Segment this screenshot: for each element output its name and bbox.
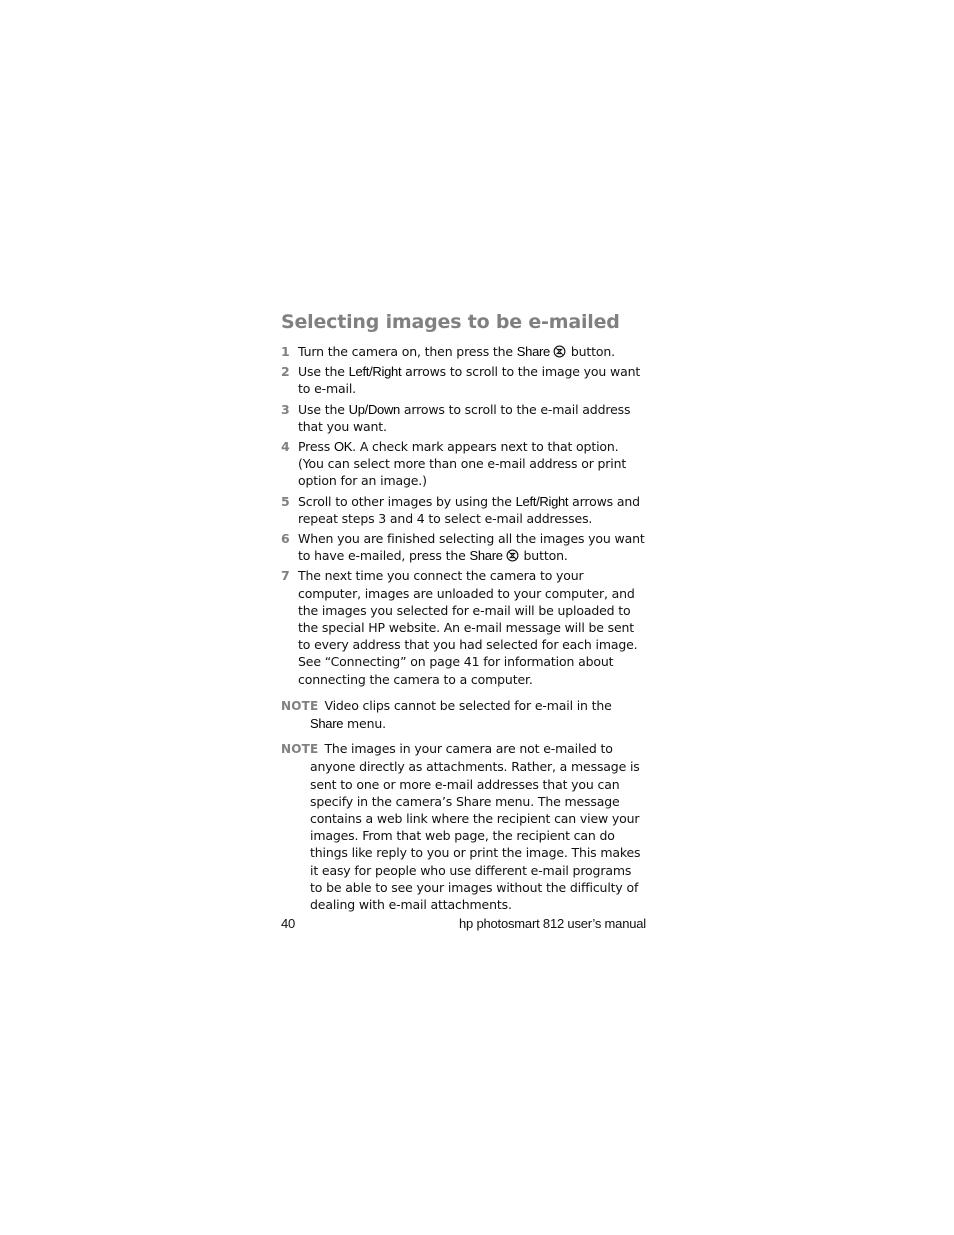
step-number: 7	[281, 568, 290, 584]
step-item	[281, 493, 646, 527]
step-item	[281, 567, 646, 687]
share-keyword: Share	[310, 716, 344, 732]
step-item	[281, 363, 646, 397]
step-item	[281, 530, 646, 564]
step-item	[281, 343, 646, 360]
share-icon	[506, 549, 519, 562]
left-right-keyword: Left/Right	[348, 364, 402, 380]
step-number: 6	[281, 531, 290, 547]
step-item	[281, 401, 646, 435]
note	[281, 740, 646, 913]
step-text: button.	[567, 344, 615, 359]
step-text: arrows to scroll to the e-mail address that you want.	[298, 401, 631, 434]
step-text: Press	[298, 439, 334, 455]
step-number: 4	[281, 439, 290, 455]
step-text: arrows and repeat steps 3 and 4 to select e-mail addresses.	[298, 493, 640, 526]
left-right-keyword: Left/Right	[515, 493, 569, 509]
section-title: Selecting images to be e-mailed	[281, 311, 620, 333]
step-text: arrows to scroll to the image you want to e-mail.	[298, 364, 641, 397]
steps-list	[281, 343, 646, 688]
step-number: 3	[281, 401, 290, 417]
step-number: 1	[281, 344, 290, 359]
share-icon	[553, 345, 566, 358]
share-keyword: Share	[516, 344, 550, 359]
note-text: Video clips cannot be selected for e-mail in the	[324, 697, 612, 713]
share-keyword: Share	[469, 548, 503, 564]
step-number: 2	[281, 364, 290, 380]
page-content	[281, 309, 646, 913]
note-text: The images in your camera are not e-mailed to anyone directly as attachments. Rather, a message is sent to one or more e-mail addresses that you can specify in the camera’s Share menu. The message contains a web link where the recipient can view your images. From that web page, the recipient can do things like reply to you or print the image. This makes it easy for people who use different e-mail programs to be able to see your images without the difficulty of dealing with e-mail attachments.	[310, 741, 641, 913]
step-text: . A check mark appears next to that option. (You can select more than one e-mail address or print option for an image.)	[298, 439, 627, 489]
step-item	[281, 438, 646, 490]
page-number: 40	[281, 916, 296, 931]
note-label: NOTE	[281, 698, 319, 713]
note-text: menu.	[343, 716, 386, 732]
ok-keyword: OK	[333, 439, 353, 455]
step-text: Scroll to other images by using the	[298, 493, 516, 509]
up-down-keyword: Up/Down	[348, 401, 400, 417]
manual-title: hp photosmart 812 user’s manual	[459, 916, 646, 931]
step-text: Turn the camera on, then press the	[298, 344, 517, 359]
step-text: button.	[519, 548, 568, 564]
note	[281, 697, 646, 732]
step-text: Use the	[298, 401, 349, 417]
step-text: When you are finished selecting all the images you want to have e-mailed, press the	[298, 531, 645, 564]
step-text: The next time you connect the camera to your computer, images are unloaded to your computer, and the images you selected for e-mail will be uploaded to the special HP website. An e-mail message will be sent to every address that you had selected for each image. See “Connecting” on page 41 for information about connecting the camera to a computer.	[298, 568, 638, 687]
note-label: NOTE	[281, 742, 319, 757]
step-text: Use the	[298, 364, 349, 380]
step-number: 5	[281, 493, 290, 509]
